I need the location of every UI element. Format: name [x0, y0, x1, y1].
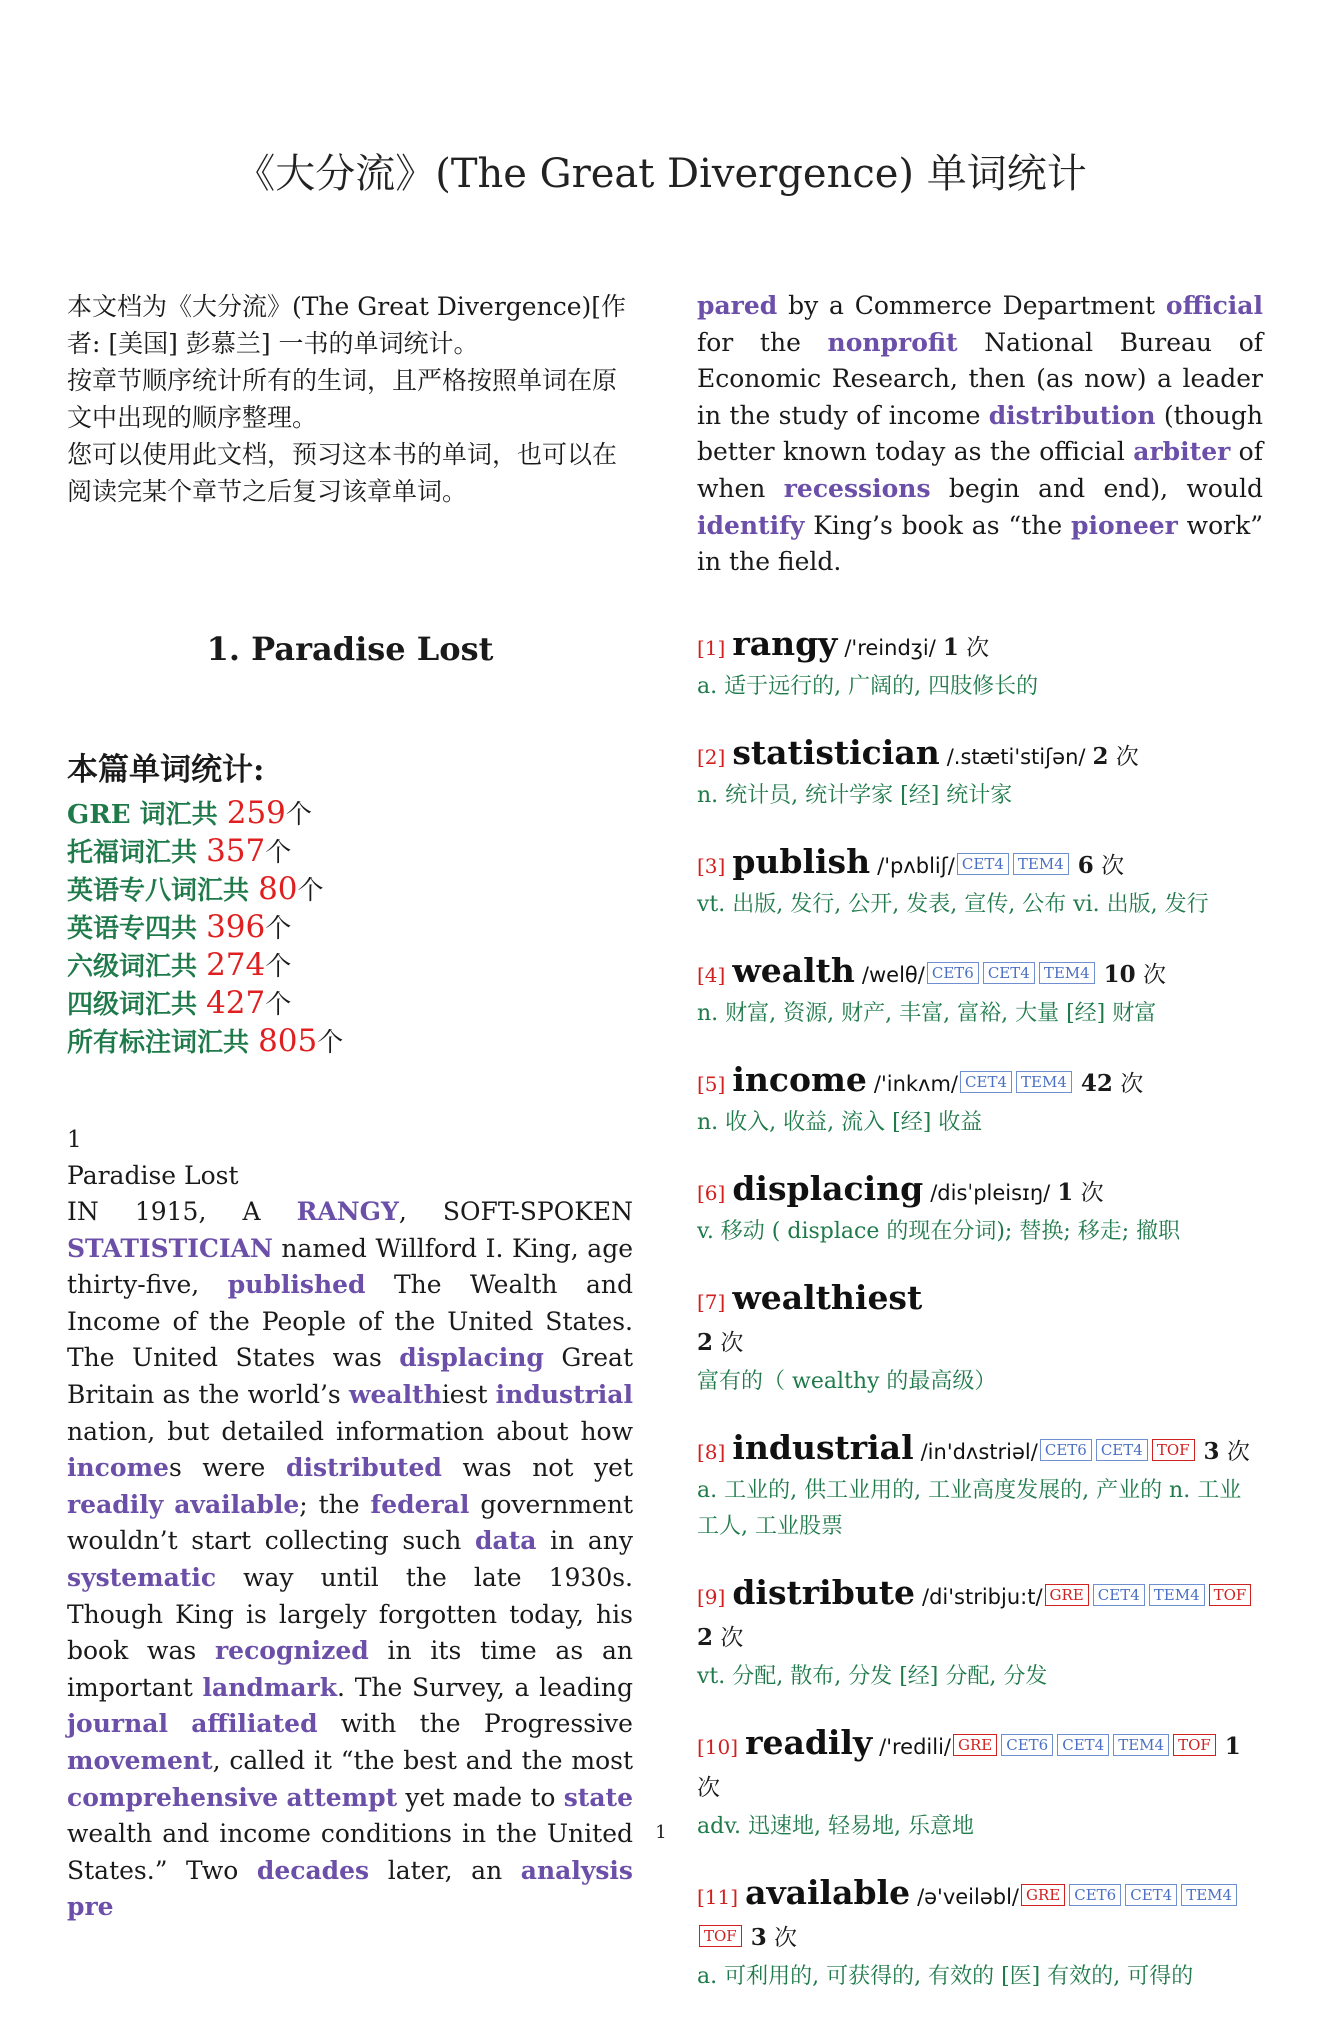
stat-label: 英语专八词汇共	[67, 876, 259, 906]
entry-count	[1081, 1071, 1143, 1097]
entry-tag: CET4	[1125, 1884, 1177, 1906]
entry-tag: TOF	[1173, 1734, 1216, 1756]
entry-tag: TEM4	[1039, 962, 1095, 984]
entry-count-value: 10	[1103, 960, 1136, 988]
word-entry	[697, 1873, 1263, 1995]
entry-count-value: 6	[1077, 851, 1094, 879]
keyword: pared	[697, 291, 778, 320]
entry-head	[697, 842, 1263, 887]
keyword: analysis	[520, 1855, 633, 1885]
entry-count	[1078, 853, 1124, 879]
entry-tag: CET4	[1096, 1439, 1148, 1461]
entry-count	[1092, 744, 1138, 770]
entry-count-value: 2	[1092, 742, 1109, 770]
entry-count-unit: 次	[774, 1924, 798, 1951]
passage-text-right	[697, 288, 1263, 581]
stats-list	[67, 795, 633, 1061]
keyword: displacing	[399, 1343, 544, 1373]
page-number: 1	[655, 1822, 667, 1843]
entry-count-unit: 次	[1080, 1179, 1104, 1206]
entry-index: [2]	[697, 744, 726, 769]
entry-tag: CET6	[1069, 1884, 1121, 1906]
entry-count-unit: 次	[1120, 1070, 1144, 1097]
keyword: readily	[67, 1489, 164, 1519]
entry-count-line	[697, 1323, 1263, 1364]
entry-word: displacing	[732, 1168, 924, 1208]
entry-tag: TOF	[699, 1925, 742, 1947]
entry-count-value: 1	[942, 633, 959, 661]
entry-tag: CET4	[1057, 1734, 1109, 1756]
entry-tag: TEM4	[1149, 1584, 1205, 1606]
entry-count-value: 1	[1224, 1732, 1241, 1760]
passage-text: s were	[168, 1453, 286, 1483]
passage-text: nation, but detailed information about how	[67, 1416, 633, 1446]
stat-row	[67, 1023, 633, 1061]
passage-text: later, an	[369, 1855, 521, 1885]
entry-tag: CET4	[1093, 1584, 1145, 1606]
entry-index: [5]	[697, 1071, 726, 1096]
word-entry	[697, 1060, 1263, 1141]
right-column	[697, 288, 1263, 2023]
entry-definition: a. 工业的, 供工业用的, 工业高度发展的, 产业的 n. 工业工人, 工业股票	[697, 1477, 1242, 1539]
entry-count-value: 42	[1080, 1069, 1113, 1097]
passage-text: Great Britain as the world’s	[67, 1343, 633, 1409]
entry-phonetic: /'inkʌm/	[873, 1071, 959, 1096]
keyword: industrial	[495, 1379, 633, 1409]
intro-line: 您可以使用此文档，预习这本书的单词，也可以在阅读完某个章节之后复习该章单词。	[67, 440, 618, 506]
entry-head	[697, 1428, 1263, 1473]
word-entries	[697, 624, 1263, 1995]
keyword: pre	[67, 1892, 114, 1922]
stat-unit: 个	[265, 952, 292, 982]
entry-count	[1204, 1439, 1250, 1465]
entry-phonetic: /di'stribju:t/	[922, 1584, 1043, 1609]
entry-word: income	[732, 1059, 867, 1099]
passage-title: Paradise Lost	[67, 1161, 239, 1190]
entry-tag: CET6	[1001, 1734, 1053, 1756]
passage-text: National Bureau of Economic Research, then (as now) a leader in the study of income	[697, 327, 1263, 430]
entry-word: industrial	[732, 1427, 914, 1467]
stat-row	[67, 871, 633, 909]
entry-head	[697, 1169, 1263, 1214]
entry-word: statistician	[732, 732, 940, 772]
entry-word: available	[745, 1872, 911, 1912]
entry-word: publish	[732, 841, 871, 881]
stat-unit: 个	[265, 838, 292, 868]
passage-text: iest	[441, 1379, 496, 1409]
entry-phonetic: /'reindʒi/	[844, 635, 936, 660]
entry-tag: CET6	[927, 962, 979, 984]
keyword: systematic	[67, 1562, 217, 1592]
keyword: distribution	[988, 400, 1156, 430]
entry-definition: a. 可利用的, 可获得的, 有效的 [医] 有效的, 可得的	[697, 1963, 1194, 1989]
entry-count-unit: 次	[1115, 743, 1139, 770]
entry-definition: a. 适于远行的, 广阔的, 四肢修长的	[697, 673, 1039, 699]
entry-definition: n. 财富, 资源, 财产, 丰富, 富裕, 大量 [经] 财富	[697, 1000, 1157, 1026]
passage-text: . The Survey, a leading	[337, 1672, 633, 1702]
stat-row	[67, 795, 633, 833]
keyword: official	[1165, 291, 1263, 320]
keyword: recognized	[215, 1636, 369, 1666]
passage-text: wealth and income conditions in the United States.” Two	[67, 1819, 633, 1885]
passage-text: of when	[697, 437, 1263, 503]
passage-text	[168, 1709, 191, 1738]
stat-unit: 个	[265, 990, 292, 1020]
keyword: landmark	[202, 1672, 338, 1702]
entry-index: [4]	[697, 962, 726, 987]
word-entry	[697, 1278, 1263, 1400]
entry-definition: vt. 分配, 散布, 分发 [经] 分配, 分发	[697, 1663, 1048, 1689]
passage-text: government wouldn’t start collecting such	[67, 1489, 633, 1556]
entry-count-unit: 次	[1226, 1438, 1250, 1465]
word-entry	[697, 733, 1263, 814]
word-entry	[697, 1169, 1263, 1250]
left-column	[67, 288, 633, 1926]
entry-word: distribute	[732, 1572, 916, 1612]
entry-tag: TEM4	[1016, 1071, 1072, 1093]
entry-tag: TOF	[1209, 1584, 1252, 1606]
entry-tag: GRE	[1021, 1884, 1065, 1906]
stat-label: 四级词汇共	[67, 990, 207, 1020]
passage-text: with the Progressive	[317, 1709, 633, 1739]
keyword: affiliated	[191, 1709, 318, 1739]
entry-head	[697, 1573, 1263, 1659]
entry-head	[697, 1278, 1263, 1323]
stat-unit: 个	[297, 876, 324, 906]
entry-tag: TEM4	[1113, 1734, 1169, 1756]
passage-text-left	[67, 1194, 633, 1926]
entry-tag: CET4	[983, 962, 1035, 984]
keyword: nonprofit	[827, 327, 958, 357]
passage-text: (though better known today as the official	[697, 400, 1263, 467]
entry-index: [8]	[697, 1439, 726, 1464]
stat-count: 80	[258, 871, 298, 907]
stat-label: 所有标注词汇共	[67, 1028, 259, 1058]
passage-text	[163, 1490, 174, 1519]
entry-phonetic: /'redili/	[879, 1734, 952, 1759]
keyword: state	[563, 1782, 633, 1812]
keyword: identify	[697, 510, 805, 540]
keyword: decades	[256, 1855, 370, 1885]
entry-count	[697, 1625, 743, 1651]
entry-count-unit: 次	[1143, 961, 1166, 988]
keyword: available	[174, 1489, 300, 1519]
keyword: attempt	[286, 1782, 398, 1812]
stat-count: 259	[226, 795, 286, 831]
entry-count-unit: 次	[720, 1329, 744, 1356]
entry-tag: GRE	[1045, 1584, 1089, 1606]
entry-count	[1104, 962, 1166, 988]
entry-head	[697, 624, 1263, 669]
keyword: federal	[370, 1489, 470, 1519]
passage-text: yet made to	[397, 1782, 564, 1812]
keyword: distributed	[285, 1453, 442, 1483]
entry-phonetic: /in'dʌstriəl/	[920, 1439, 1038, 1464]
entry-word: wealthiest	[732, 1277, 923, 1317]
stat-count: 396	[206, 909, 266, 945]
intro-line: 本文档为《大分流》(The Great Divergence)[作者: [美国] 彭慕兰] 一书的单词统计。	[67, 292, 626, 358]
entry-index: [1]	[697, 635, 726, 660]
entry-index: [6]	[697, 1180, 726, 1205]
entry-head	[697, 1873, 1263, 1959]
passage-number: 1	[67, 1127, 82, 1153]
passage-text: by a Commerce Department	[777, 291, 1166, 320]
entry-word: wealth	[732, 950, 855, 990]
stat-unit: 个	[265, 914, 292, 944]
entry-definition: n. 收入, 收益, 流入 [经] 收益	[697, 1109, 983, 1135]
entry-index: [9]	[697, 1584, 726, 1609]
word-entry	[697, 951, 1263, 1032]
entry-phonetic: /ə'veiləbl/	[917, 1884, 1020, 1909]
word-entry	[697, 1428, 1263, 1545]
keyword: published	[227, 1270, 366, 1300]
entry-definition: adv. 迅速地, 轻易地, 乐意地	[697, 1813, 974, 1839]
entry-count	[751, 1925, 797, 1951]
entry-tag: CET4	[960, 1071, 1012, 1093]
entry-head	[697, 733, 1263, 778]
entry-definition: v. 移动 ( displace 的现在分词); 替换; 移走; 撤职	[697, 1218, 1181, 1244]
entry-tag: TEM4	[1013, 853, 1069, 875]
stat-unit: 个	[285, 800, 312, 830]
stat-count: 274	[206, 947, 266, 983]
keyword: journal	[67, 1709, 168, 1739]
entry-count-value: 3	[1203, 1437, 1220, 1465]
entry-definition: vt. 出版, 发行, 公开, 发表, 宣传, 公布 vi. 出版, 发行	[697, 891, 1209, 917]
stats-heading: 本篇单词统计:	[67, 752, 265, 788]
entry-count	[1057, 1180, 1103, 1206]
passage-text: named Willford I. King, age thirty-five,	[67, 1233, 633, 1300]
passage-text: ; the	[299, 1489, 371, 1519]
keyword: pioneer	[1071, 510, 1178, 540]
entry-count-value: 2	[697, 1328, 714, 1356]
entry-definition: n. 统计员, 统计学家 [经] 统计家	[697, 782, 1013, 808]
entry-count	[943, 635, 989, 661]
passage-text: The Wealth and Income of the People of the United States. The United States was	[67, 1270, 634, 1373]
intro-line: 按章节顺序统计所有的生词，且严格按照单词在原文中出现的顺序整理。	[67, 366, 618, 432]
keyword: income	[67, 1453, 169, 1483]
entry-count-unit: 次	[720, 1624, 744, 1651]
entry-count-value: 3	[750, 1923, 767, 1951]
stat-count: 357	[206, 833, 266, 869]
keyword: STATISTICIAN	[67, 1233, 273, 1263]
keyword: data	[475, 1526, 537, 1556]
passage-text: , called it “the best and the most	[212, 1745, 633, 1775]
word-entry	[697, 842, 1263, 923]
entry-head	[697, 1060, 1263, 1105]
entry-head	[697, 1723, 1263, 1809]
keyword: arbiter	[1133, 437, 1231, 467]
passage-text: work” in the field.	[697, 510, 1264, 577]
entry-count-unit: 次	[1101, 852, 1125, 879]
entry-count	[697, 1330, 743, 1356]
stat-unit: 个	[317, 1028, 344, 1058]
entry-index: [11]	[697, 1884, 739, 1909]
passage-text: , SOFT-SPOKEN	[398, 1197, 633, 1226]
entry-head	[697, 951, 1263, 996]
keyword: RANGY	[296, 1197, 399, 1226]
passage-text: in its time as an important	[67, 1636, 633, 1702]
stat-label: 托福词汇共	[67, 838, 207, 868]
passage-text: way until the late 1930s. Though King is largely forgotten today, his book was	[67, 1562, 633, 1666]
entry-phonetic: /welθ/	[861, 962, 925, 987]
stat-row	[67, 909, 633, 947]
passage-text: King’s book as “the	[804, 510, 1071, 540]
entry-word: rangy	[732, 623, 838, 663]
entry-tag: GRE	[953, 1734, 997, 1756]
entry-tag: CET4	[957, 853, 1009, 875]
chapter-title: 1. Paradise Lost	[206, 630, 494, 668]
entry-tag: TEM4	[1181, 1884, 1237, 1906]
stat-count: 805	[258, 1023, 318, 1059]
word-entry	[697, 1573, 1263, 1695]
passage-text: in any	[536, 1526, 634, 1556]
entry-index: [7]	[697, 1289, 726, 1314]
entry-count-value: 2	[697, 1623, 714, 1651]
document-title: 《大分流》(The Great Divergence) 单词统计	[235, 151, 1087, 197]
keyword: wealth	[348, 1379, 442, 1409]
entry-count-value: 1	[1057, 1178, 1074, 1206]
entry-phonetic: /disˈpleisɪŋ/	[930, 1180, 1051, 1205]
stat-row	[67, 947, 633, 985]
passage-text: for the	[697, 327, 828, 357]
stat-label: 英语专四共	[67, 914, 207, 944]
passage-text: IN 1915, A	[67, 1197, 297, 1226]
entry-tag: CET6	[1040, 1439, 1092, 1461]
stat-label: GRE 词汇共	[67, 800, 227, 830]
entry-count-unit: 次	[697, 1774, 720, 1801]
stat-label: 六级词汇共	[67, 952, 207, 982]
entry-phonetic: /.stæti'stiʃən/	[946, 744, 1086, 769]
entry-index: [10]	[697, 1734, 739, 1759]
stat-row	[67, 985, 633, 1023]
word-entry	[697, 624, 1263, 705]
keyword: movement	[67, 1745, 213, 1775]
passage-text: begin and end), would	[930, 473, 1263, 503]
entry-index: [3]	[697, 853, 726, 878]
passage-text: was not yet	[441, 1453, 633, 1483]
entry-count-unit: 次	[966, 634, 990, 661]
keyword: recessions	[783, 473, 931, 503]
stat-count: 427	[206, 985, 266, 1021]
intro	[67, 288, 633, 510]
entry-word: readily	[745, 1722, 873, 1762]
entry-phonetic: /'pʌbliʃ/	[877, 853, 955, 878]
entry-definition: 富有的（ wealthy 的最高级）	[697, 1368, 997, 1394]
keyword: comprehensive	[67, 1782, 279, 1812]
stat-row	[67, 833, 633, 871]
entry-tag: TOF	[1152, 1439, 1195, 1461]
